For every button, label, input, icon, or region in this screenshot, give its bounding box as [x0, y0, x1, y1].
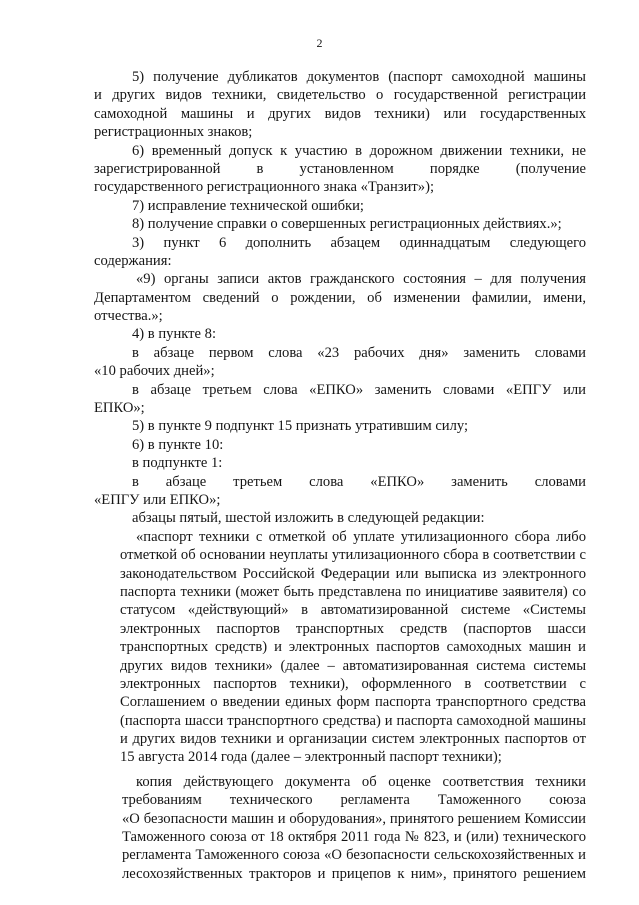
text-line: регистрационных знаков; [94, 124, 253, 141]
text-line: 4) в пункте 8: [132, 326, 217, 343]
text-line: «10 рабочих дней»; [94, 363, 215, 380]
text-line: транспортных средств) и электронных паспортов самоходных машин и [120, 639, 586, 656]
document-body [94, 68, 586, 883]
text-line: статусом «действующий» в автоматизированной системе «Системы [120, 602, 586, 619]
text-line: 8) получение справки о совершенных регистрационных действиях.»; [132, 216, 562, 233]
text-line: самоходной машины и других видов техники) или государственных [94, 105, 586, 122]
text-line: Таможенного союза от 18 октября 2011 года № 823, и (или) технического [122, 829, 586, 846]
text-line: в подпункте 1: [132, 455, 223, 472]
text-line: (паспорта шасси транспортного средства) и паспорта самоходной машины [120, 712, 586, 729]
text-line: зарегистрированной в установленном порядке (получение [94, 160, 586, 177]
text-line: отметкой об основании неуплаты утилизационного сбора в соответствии с [120, 547, 586, 564]
text-line: «паспорт техники с отметкой об уплате утилизационного сбора либо [136, 528, 586, 545]
text-line: 6) в пункте 10: [132, 436, 224, 453]
text-line: «9) органы записи актов гражданского состояния – для получения [136, 271, 586, 288]
text-line: «ЕПГУ или ЕПКО»; [94, 491, 221, 508]
text-line: в абзаце третьем слова «ЕПКО» заменить словами «ЕПГУ или [132, 381, 586, 398]
text-line: 7) исправление технической ошибки; [132, 197, 364, 214]
text-line: требованиям технического регламента Таможенного союза [122, 792, 586, 809]
text-line: отчества.»; [94, 308, 163, 325]
text-line: других видов техники» (далее – автоматизированная система системы [120, 657, 586, 674]
text-line: лесохозяйственных тракторов и прицепов к ним», принятого решением [122, 865, 586, 882]
text-line: 15 августа 2014 года (далее – электронный паспорт техники); [120, 749, 502, 766]
text-line: Соглашением о введении единых форм паспорта транспортного средства [120, 694, 586, 711]
text-line: абзацы пятый, шестой изложить в следующей редакции: [132, 510, 485, 527]
text-line: 5) в пункте 9 подпункт 15 признать утратившим силу; [132, 418, 469, 435]
text-line: и других видов техники и организации систем электронных паспортов от [120, 731, 586, 748]
text-line: в абзаце первом слова «23 рабочих дня» заменить словами [132, 344, 586, 361]
text-line: ЕПКО»; [94, 400, 145, 417]
text-line: Департаментом сведений о рождении, об изменении фамилии, имени, [94, 289, 586, 306]
text-line: регламента Таможенного союза «О безопасности сельскохозяйственных и [122, 847, 586, 864]
text-line: электронных паспортов техники), оформленного в соответствии с [120, 675, 586, 692]
page-number: 2 [316, 36, 323, 50]
text-line: законодательством Российской Федерации или выписка из электронного [120, 565, 586, 582]
text-line: «О безопасности машин и оборудования», принятого решением Комиссии [122, 810, 586, 827]
text-line: 5) получение дубликатов документов (паспорт самоходной машины [132, 69, 586, 85]
text-line: содержания: [94, 252, 172, 269]
text-line: копия действующего документа об оценке соответствия техники [136, 773, 586, 790]
text-line: паспорта техники (может быть представлена по инициативе заявителя) со [120, 583, 586, 600]
text-line: электронных паспортов транспортных средств (паспортов шасси [120, 620, 586, 637]
text-line: 3) пункт 6 дополнить абзацем одиннадцатым следующего [132, 234, 586, 251]
text-line: государственного регистрационного знака «Транзит»); [94, 179, 434, 196]
text-line: в абзаце третьем слова «ЕПКО» заменить словами [132, 473, 586, 490]
text-line: и других видов техники, свидетельство о государственной регистрации [94, 87, 586, 104]
text-line: 6) временный допуск к участию в дорожном движении техники, не [132, 142, 586, 159]
